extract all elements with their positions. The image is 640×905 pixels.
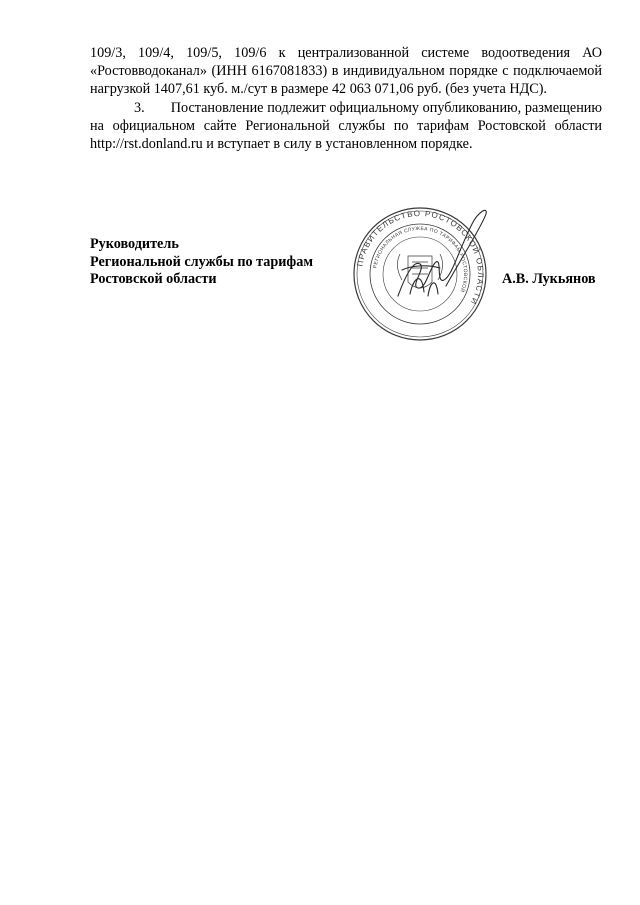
official-seal-with-signature bbox=[340, 204, 500, 344]
signatory-title-line-1: Руководитель bbox=[90, 236, 179, 252]
svg-text:РЕГИОНАЛЬНАЯ СЛУЖБА ПО ТАРИФАМ bbox=[372, 226, 468, 294]
signatory-title-line-2: Региональной службы по тарифам bbox=[90, 253, 314, 270]
paragraph-item-3: 3. Постановление подлежит официальному опубликованию, размещению на официальном сайте Региональной службы по тарифам Ростовской области http://rst.donland.ru и вступает в силу в установленном порядке. bbox=[90, 99, 602, 153]
signatory-name: А.В. Лукьянов bbox=[502, 271, 596, 287]
seal-outer-text: ПРАВИТЕЛЬСТВО РОСТОВСКОЙ ОБЛАСТИ bbox=[355, 208, 486, 307]
signatory-title-line-3: Ростовской области bbox=[90, 271, 217, 287]
document-body bbox=[90, 44, 602, 153]
paragraph-continuation: 109/3, 109/4, 109/5, 109/6 к централизованной системе водоотведения АО «Ростовводоканал» (ИНН 6167081833) в индивидуальном порядке с подключаемой нагрузкой 1407,61 куб. м./сут в размере 42 063 071,06 руб. (без учета НДС). bbox=[90, 45, 602, 98]
signatory-title bbox=[90, 236, 313, 289]
seal-inner-text: РЕГИОНАЛЬНАЯ СЛУЖБА ПО ТАРИФАМ РОСТОВСКОЙ bbox=[372, 225, 469, 294]
